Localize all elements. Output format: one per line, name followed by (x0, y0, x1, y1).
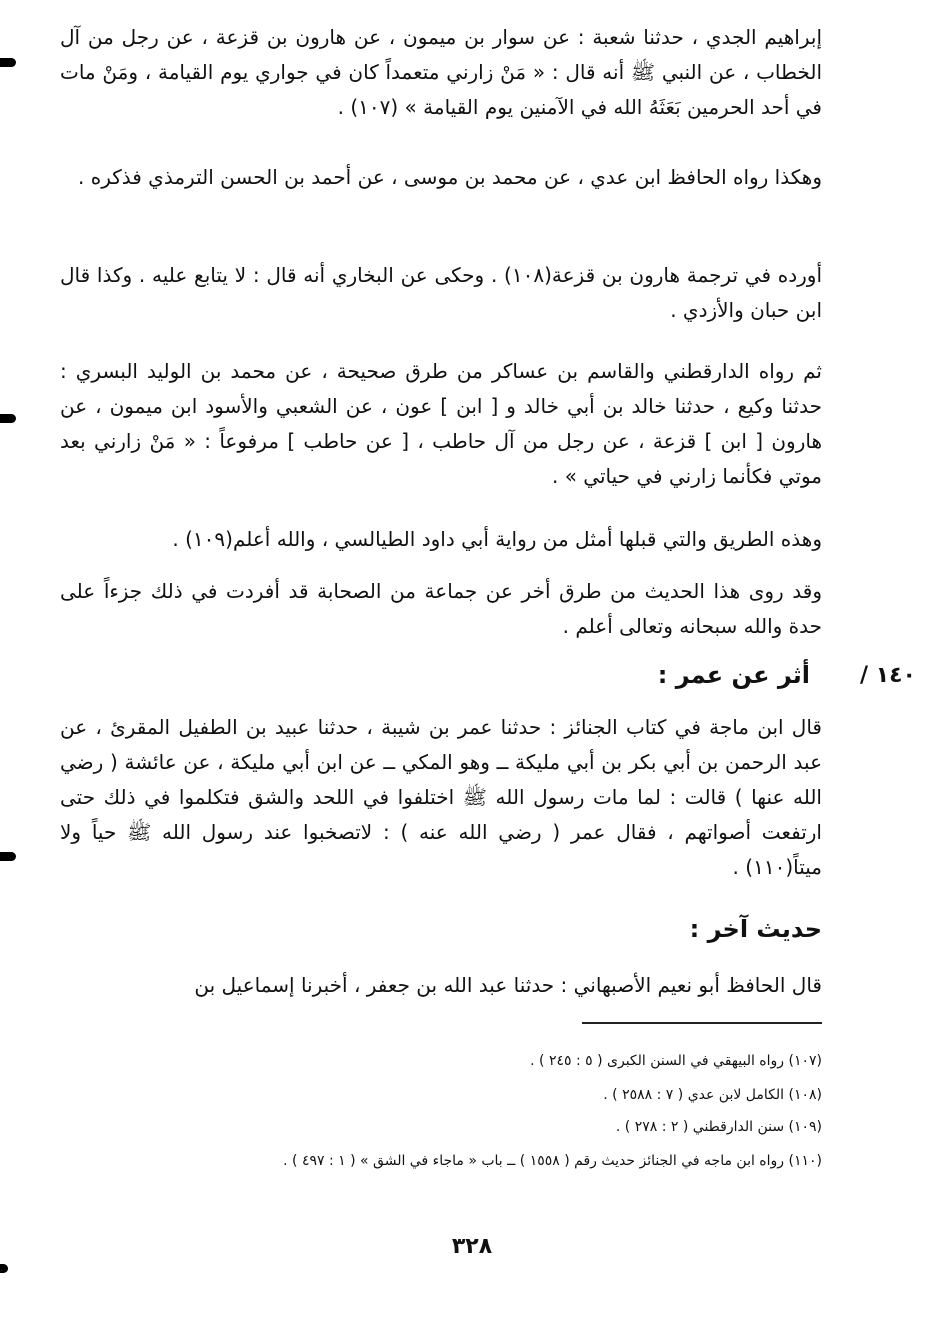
paragraph-3: أورده في ترجمة هارون بن قزعة(١٠٨) . وحكى عن البخاري أنه قال : لا يتابع عليه . وكذا قال ابن حبان والأزدي . (60, 263, 823, 322)
page-number: ٣٢٨ (451, 1234, 493, 1259)
paragraph-2: وهكذا رواه الحافظ ابن عدي ، عن محمد بن موسى ، عن أحمد بن الحسن الترمذي فذكره . (78, 165, 822, 189)
footnote-separator (582, 1022, 822, 1024)
section-number: ١٤٠ / (860, 663, 916, 688)
paragraph-8: قال الحافظ أبو نعيم الأصبهاني : حدثنا عبد الله بن جعفر ، أخبرنا إسماعيل بن (194, 973, 822, 997)
paragraph-4: ثم رواه الدارقطني والقاسم بن عساكر من طرق صحيحة ، عن محمد بن الوليد البسري : حدثنا وكيع ، حدثنا خالد بن أبي خالد و [ ابن ] عون ، عن الشعبي والأسود ابن ميمون ، عن هارون [ ابن ] قزعة ، عن رجل من آل حاطب ، [ عن حاطب ] مرفوعاً : « مَنْ زارني بعد موتي فكأنما زارني في حياتي » . (60, 359, 822, 488)
paragraph-5: وهذه الطريق والتي قبلها أمثل من رواية أبي داود الطيالسي ، والله أعلم(١٠٩) . (172, 527, 822, 551)
footnote-109: (١٠٩) سنن الدارقطني ( ٢ : ٢٧٨ ) . (615, 1119, 822, 1135)
paragraph-7: قال ابن ماجة في كتاب الجنائز : حدثنا عمر بن شيبة ، حدثنا عبيد بن الطفيل المقرئ ، عن عبد الرحمن بن أبي بكر بن أبي مليكة ــ وهو المكي ــ عن ابن أبي مليكة ، عن عائشة ( رضي الله عنها ) قالت : لما مات رسول الله ﷺ اختلفوا في اللحد والشق فتكلموا في ذلك حتى ارتفعت أصواتهم ، فقال عمر ( رضي الله عنه ) : لاتصخبوا عند رسول الله ﷺ حياً ولا ميتاً(١١٠) . (60, 715, 822, 879)
section-heading-athar-umar: أثر عن عمر : (657, 661, 810, 689)
footnote-107: (١٠٧) رواه البيهقي في السنن الكبرى ( ٥ : ٢٤٥ ) . (530, 1053, 822, 1069)
footnote-110: (١١٠) رواه ابن ماجه في الجنائز حديث رقم ( ١٥٥٨ ) ــ باب « ماجاء في الشق » ( ١ : ٤٩٧ ) . (283, 1153, 822, 1169)
paragraph-6: وقد روى هذا الحديث من طرق أخر عن جماعة من الصحابة قد أفردت في ذلك جزءاً على حدة والله سبحانه وتعالى أعلم . (60, 579, 822, 638)
binding-mark-upper (0, 414, 16, 423)
binding-mark-bottom (0, 1264, 8, 1273)
section-heading-hadith-akhar: حديث آخر : (689, 915, 822, 943)
paragraph-1: إبراهيم الجدي ، حدثنا شعبة : عن سوار بن ميمون ، عن هارون بن قزعة ، عن رجل من آل الخطاب ، عن النبي ﷺ أنه قال : « مَنْ زارني متعمداً كان في جواري يوم القيامة ، ومَنْ مات في أحد الحرمين بَعَثَهُ الله في الآمنين يوم القيامة » (١٠٧) . (60, 25, 822, 119)
footnote-108: (١٠٨) الكامل لابن عدي ( ٧ : ٢٥٨٨ ) . (603, 1087, 822, 1103)
binding-mark-top (0, 58, 16, 67)
binding-mark-lower (0, 852, 16, 861)
